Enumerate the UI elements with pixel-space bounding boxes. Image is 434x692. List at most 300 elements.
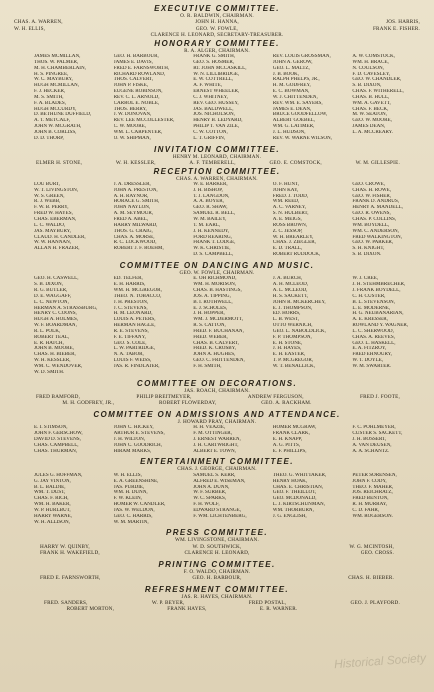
member-name: REV. LOUIS GROSSMAN, (272, 54, 331, 60)
member-name: W. S. GREEN, (34, 193, 65, 199)
refreshment-committee (0, 585, 434, 613)
member-name: HUGH A. HOLMES, (34, 317, 79, 323)
member-column (193, 276, 269, 375)
member-name: F. W. KLEIN, (113, 496, 142, 502)
member-name: THEO. G. WHITTAKER, (272, 472, 327, 478)
member-name: H. S. PINGREE, (34, 71, 69, 77)
member-name: RALPH PHELPS, JR., (272, 77, 320, 83)
member-name: C. D. FAHR, (352, 507, 380, 513)
member-name: JOHN KAY, (272, 187, 299, 193)
member-name: JOHN P. FISKE, (113, 83, 149, 89)
member-name: H. H. VEAZIE, (193, 425, 226, 431)
member-name: JAS. BALDWELL, (193, 106, 234, 112)
section-heading: PRESS COMMITTEE. (166, 528, 268, 538)
member-column (114, 276, 190, 375)
member-name: W. T. DOYLE, (352, 358, 383, 364)
member-row (0, 550, 434, 556)
member-name: O. F. HUNT, (272, 181, 300, 187)
member-name: S. B. DIXON, (34, 282, 64, 288)
section-heading: RECEPTION COMMITTEE. (153, 166, 281, 176)
member-name: E. OH RICHMOND, (193, 276, 237, 282)
member-name: L. C. SHERWOOD, (352, 328, 394, 334)
member-name: GEO. W. MOORE, (352, 118, 392, 124)
member-name: ROBERT RUDDOCK, (272, 252, 321, 258)
member-name: FRED A. ABEL, (113, 216, 149, 222)
member-name: E. R. WARNER. (259, 606, 298, 613)
member-name: A. H. RAYNOR, (113, 193, 149, 199)
member-name: W. H. KESSLER, (115, 160, 156, 167)
member-column (34, 276, 110, 375)
member-name: JOS. HARRIS, (386, 19, 420, 26)
member-name: GEO. A. RACKHAM. (261, 400, 312, 407)
member-name: GEO. S. HOSMER, (193, 59, 235, 65)
member-name: R. S. CATTON, (193, 323, 226, 329)
chairman-line: R. A. ALGER, CHAIRMAN. (184, 47, 250, 54)
member-name: PHILIP BREITMEYER, (136, 394, 192, 401)
member-name: HENRY HOAK, (272, 478, 308, 484)
member-columns (0, 276, 434, 375)
member-name: JOS. NICHOLSON, (193, 112, 235, 118)
member-name: C. W. MOORE, (113, 124, 147, 130)
member-name: FRANK E. FISHER. (372, 25, 420, 32)
member-name: GEO. L. MALTZ, (272, 65, 310, 71)
member-name: WM. G. LATIMER, (272, 124, 315, 130)
member-name: GEO. E. COMSTOCK, (269, 160, 322, 167)
member-name: CHAS. P. COLLINS, (352, 216, 397, 222)
secretary-line: CLARENCE H. LEONARD, SECRETARY-TREASURER. (150, 32, 284, 39)
member-name: GEO. CROSS. (360, 550, 394, 557)
member-name: A. T. METCALF, (34, 118, 71, 124)
member-name: J. L. HUDSON, (272, 130, 306, 135)
member-name: PETER SORENSEN, (352, 472, 397, 478)
member-name: J. A. BURCH, (272, 276, 303, 282)
member-name: L. B. WEST, (272, 317, 300, 323)
member-name: G. JAY VINTON, (34, 478, 71, 484)
member-name: E. H. EASTER, (272, 352, 306, 358)
member-name: ERNEST WHEELER, (193, 89, 240, 95)
member-name: W. F. SURBER, (193, 490, 227, 496)
member-name: ALBERT GOEBEL, (272, 118, 315, 124)
member-name: HENRY C. COONS, (34, 311, 77, 317)
member-name: L. C. WALDO, (34, 222, 66, 228)
member-name: R. C. LOCKWOOD, (113, 240, 157, 246)
member-columns (0, 182, 434, 258)
member-name: R. E. STEVENS, (113, 328, 149, 334)
member-name: W. D. SMITH. (34, 369, 65, 375)
member-name: WM. THORBURN, (272, 507, 314, 513)
member-name: HORACE G. SMITH, (113, 199, 160, 205)
member-name: A. L. MCLEOD, (272, 287, 308, 293)
member-name: JOHN R. MCKERCHEY, (272, 299, 326, 305)
member-name: F. C. POHLMEYER, (352, 425, 396, 431)
member-column (352, 425, 428, 454)
member-name: J. H. BOSSERT, (352, 436, 387, 442)
member-name: HERMAN HAGLE, (113, 323, 156, 329)
member-name: J. H. CARTWRIGHT, (193, 442, 239, 448)
member-columns (0, 425, 434, 454)
member-name: GEO. H. BARBOUR, (113, 54, 159, 60)
member-name: E. R. HATCH, (34, 340, 64, 346)
member-name: E. H. HARRIS, (113, 282, 146, 288)
member-name: LOUIS F. WEISS, (113, 358, 152, 364)
member-name: W. T. BENALLICK, (272, 363, 316, 369)
member-name: W. M. SWARTER. (352, 363, 392, 369)
member-name: REV. WM. E. SAYERS, (272, 100, 323, 106)
member-name: E. J. THOMPSON, (272, 305, 313, 311)
member-name: W. C. MAYBURY, (34, 77, 73, 83)
member-name: HERMAN A. STRASSBURG, (34, 305, 98, 311)
member-name: GEO. H. BARBOUR, (192, 575, 242, 582)
member-name: FRED WALKINGTON, (352, 234, 403, 240)
member-name: A. VAN DEUSEN, (352, 442, 392, 448)
member-name: F. H. SMITH, (193, 363, 222, 369)
member-name: HUGH MCMILLAN, (34, 83, 79, 89)
member-name: C. W. COTTON, (193, 130, 228, 135)
member-name: J. H. BISHOP, (193, 187, 223, 193)
admissions-committee (0, 410, 434, 455)
member-column (193, 54, 269, 142)
member-name: F. H. WOLF, (193, 502, 220, 508)
chairman-line: JAS. R. HAYES, CHAIRMAN. (181, 593, 253, 600)
executive-committee (0, 0, 434, 39)
member-name: CHAS. H. ROWE, (352, 187, 392, 193)
member-name: ANDREW FERGUSON, (247, 394, 304, 401)
member-name: RICHARD ROWLAND, (113, 71, 166, 77)
member-name: BRUCE GOODFELLOW, (272, 112, 328, 118)
member-name: WM. H. MCGREGOR, (113, 287, 162, 293)
member-name: JAS. R. FINDLATER, (113, 363, 160, 369)
member-name: CHAS. A. WARREN, (14, 19, 63, 26)
decorations-committee (0, 379, 434, 407)
member-column (352, 182, 428, 258)
member-name: JAMES MCMILLAN, (34, 54, 81, 60)
member-name: JOHN H. HANNA, (195, 19, 239, 26)
member-name: WM. J. MCDERMOTT, (193, 317, 244, 323)
member-name: FRED EHNOURY, (352, 352, 392, 358)
member-name: CHAS. B. HULL, (352, 94, 390, 100)
member-name: C. J. WHITNEY, (193, 94, 228, 100)
member-name: GEO. L. NABOLDLICK, (272, 328, 326, 334)
member-name: RT. JOHN MCCASKILL, (193, 65, 247, 71)
member-name: REV. C. L. ARNOLD, (113, 94, 160, 100)
member-name: E. W. COTTRELL, (193, 77, 233, 83)
member-name: B. L. STEVENSON, (352, 299, 395, 305)
section-heading: COMMITTEE ON ADMISSIONS AND ATTENDANCE. (93, 409, 341, 419)
chairman-line: CHAS. A. WARREN, CHAIRMAN. (176, 175, 258, 182)
member-name: M. H. GODFREY, JR., (62, 400, 115, 407)
member-name: CLARENCE H. LEONARD, (184, 550, 250, 557)
member-name: ALFRED E. WISEMAN, (193, 478, 246, 484)
member-name: FRED. SANDERS, (44, 599, 88, 606)
dancing-music-committee (0, 261, 434, 376)
member-name: L. A. MCCREARY. (352, 130, 393, 135)
member-name: JOHN C. HICKEY, (113, 425, 154, 431)
member-name: W. D. SOUTHWICK, (192, 543, 242, 550)
member-name: FRANK T. LODGE, (193, 240, 236, 246)
member-name: W. J. CREE, (352, 276, 379, 282)
member-name: E. J. SCHOLES, (193, 305, 228, 311)
member-name: JAMES E. DEAN, (272, 106, 312, 112)
member-name: T. J. LANGDON, (193, 193, 230, 199)
member-name: GEO. C. HARRIS, (113, 513, 153, 519)
member-name: FRANK HAYES, (167, 606, 207, 613)
member-name: E. D. TRALL, (272, 246, 303, 252)
member-name: FRED BENTON, (352, 496, 389, 502)
member-name: JULES G. HOFFMAN, (34, 472, 83, 478)
member-name: WM. H. BRACE, (352, 59, 389, 65)
member-column (34, 425, 110, 454)
member-name: HARRY WARNE, (34, 513, 72, 519)
section-heading: PRINTING COMMITTEE. (158, 559, 276, 569)
member-name: J. W. DONOVAN, (113, 112, 152, 118)
member-name: JAMES DEAN, (352, 124, 386, 130)
member-name: WM. ROGERSON. (352, 513, 394, 519)
member-name: F. E. TIFFANY, (113, 334, 146, 340)
member-name: GEO. W. CHANDLER, (352, 77, 402, 83)
member-column (273, 425, 349, 454)
member-name: WM. REED, (272, 199, 300, 205)
member-name: F. M. OTTINGER, (193, 431, 232, 437)
member-name: H. M. LEONARD, (113, 311, 153, 317)
member-name: GEO. S. COLE, (113, 340, 147, 346)
member-name: FRANK H. WAKEFIELD, (40, 550, 100, 557)
member-name: W. E. BARKER, (193, 181, 228, 187)
member-name: J. A. DRESSLER, (113, 181, 151, 187)
member-column (352, 473, 428, 526)
member-name: B. I. ROTHWELL, (193, 299, 233, 305)
member-name: R. L. POLK, (34, 328, 61, 334)
member-column (114, 425, 190, 454)
member-name: ROWLAND Y. WAGNER, (352, 323, 409, 329)
member-name: WM. C. WENDOVER, (34, 363, 83, 369)
member-name: A. A. BOYER, (193, 199, 224, 205)
member-name: W. G. MCINTOSH, (349, 543, 394, 550)
member-name: J. FRANK BOYDELL, (352, 287, 401, 293)
member-name: L. J. KIRTSCHUNMAN, (272, 502, 325, 508)
member-name: A. F. WHITE, (193, 83, 222, 89)
member-name: THOS. W. PALMER, (34, 59, 79, 65)
member-name: CHAS. A. MORSE, (113, 234, 155, 240)
member-name: A. M. SEYMOUR, (113, 211, 154, 217)
member-name: W. H. KESSLER, (34, 358, 71, 364)
member-name: EDWARD STRANGE, (193, 507, 242, 513)
member-name: JOHN F. CODY, (352, 478, 387, 484)
member-name: L. C. NEWTON, (34, 299, 69, 305)
member-name: CUSTER S. SACKETT, (352, 431, 403, 437)
member-name: CHAS. EBERMAN, (34, 216, 77, 222)
member-name: CHAS. B. CALVERT, (193, 340, 239, 346)
member-column (352, 276, 428, 375)
member-name: D. E. WAGGAFF, (34, 293, 72, 299)
member-name: E. F. PHILLIPS, (272, 448, 307, 454)
member-name: H. S. SACKETT, (272, 293, 309, 299)
member-name: FRED POSTAL, (248, 599, 287, 606)
member-name: N. COULSON, (352, 65, 384, 71)
member-name: GEO. L. HASKELL, (352, 340, 396, 346)
member-name: J. G. ENGLISH, (272, 513, 307, 519)
member-name: M. S. SMITH, (34, 94, 64, 100)
member-column (193, 182, 269, 258)
member-name: CHAS. J. ZIEGLER, (272, 240, 316, 246)
member-name: FRED W. HAYES, (34, 211, 73, 217)
reception-committee (0, 167, 434, 258)
member-name: THEO. F. MAHER, (352, 484, 394, 490)
member-name: THOS. CALVERT, (113, 77, 154, 83)
member-name: ELMER H. STONE, (36, 160, 83, 167)
member-name: FRED E. FARNSWORTH, (113, 65, 170, 71)
member-name: JAS. W. WELDON, (113, 507, 155, 513)
member-name: W. P. BEYER, (151, 599, 185, 606)
member-name: JOHN A. PRESTON, (113, 187, 158, 193)
member-name: GEO. W. FOWLE, (195, 25, 239, 32)
member-name: FRED. J. TODD, (272, 193, 309, 199)
member-name: B. L. BALDIE, (34, 484, 66, 490)
member-name: J. C. STEVENS, (113, 305, 148, 311)
member-name: ROBERT J. F. ROEHM, (113, 246, 164, 252)
chairman-line: JAS. ROACH, CHAIRMAN. (184, 387, 250, 394)
member-column (273, 276, 349, 375)
member-name: HIRAM MARKS, (113, 448, 152, 454)
member-name: CHAS. A. REEVES, (352, 334, 395, 340)
member-name: FRED BAMFORD, (36, 394, 81, 401)
chairman-line: F. O. WALDO, CHAIRMAN. (183, 568, 251, 575)
member-name: FRED. F. BUCHANAN, (193, 328, 244, 334)
member-name: W. F. BOARDMAN, (34, 323, 77, 329)
chairman-line: HENRY M. LEONARD, CHAIRMAN. (172, 153, 262, 160)
member-name: W. T. LIVINGSTON, (34, 187, 79, 193)
member-name: J. H. STEHMBRECHER, (352, 282, 406, 288)
member-name: S. H. KNIGHT, (352, 246, 385, 252)
chairman-line: J. HOWARD PRAY, CHAIRMAN. (177, 418, 257, 425)
chairman-line: O. R. BALDWIN, CHAIRMAN. (180, 13, 254, 19)
member-name: W. M. MARTIN, (113, 519, 149, 525)
member-name: JOHN A. DUNN, (193, 484, 230, 490)
member-name: JAMES E. DAVIS, (113, 59, 153, 65)
member-name: A. A. SCHANTZ. (352, 448, 390, 454)
member-row (0, 606, 434, 612)
member-name: WM. L. CARPENTER, (113, 130, 163, 135)
member-name: DAVID D. STEVENS, (34, 436, 81, 442)
member-name: W. J. CHITTENDEN, (272, 94, 318, 100)
member-name: N. A. TABOR, (113, 352, 144, 358)
member-name: JOHN NAYLON, (113, 205, 151, 211)
member-name: HUGH MCCURDY, (34, 106, 77, 112)
member-name: GEO. R. SHAW, (193, 205, 228, 211)
chairman-line: WM. LIVINGSTONE, CHAIRMAN. (175, 537, 259, 544)
member-name: S. B. DIXON. (352, 252, 382, 258)
member-name: W. M. GILLESPIE. (355, 160, 400, 167)
member-column (193, 473, 269, 526)
section-heading: INVITATION COMMITTEE. (154, 144, 280, 154)
member-name: H. G. NEUBANARIAN, (352, 311, 404, 317)
member-name: WM. H. MORISON, (193, 282, 237, 288)
member-name: CHAS. F. BECK, (352, 106, 389, 112)
member-column (114, 182, 190, 258)
member-name: W. H. ELLIS, (14, 25, 46, 32)
member-name: THOS. G. CRAIG, (113, 228, 153, 234)
member-name: J. B. BOOK, (272, 71, 299, 77)
member-name: FRANK CLARK, (272, 431, 310, 437)
member-name: JOHN C. GOODRICH, (113, 442, 162, 448)
member-name: WM. H. BAKER, (34, 502, 71, 508)
member-name: H. M. GODFREY, (272, 83, 311, 89)
member-name: FRED E. FARNSWORTH, (40, 575, 101, 582)
member-name: D. D. THORP, (34, 135, 64, 141)
member-name: FRANK D. ANDRUS, (352, 199, 400, 205)
member-name: W. K. CHRISTIE, (193, 246, 231, 252)
member-name: ED. TELFER, (113, 276, 143, 282)
section-heading: ENTERTAINMENT COMMITTEE. (140, 457, 294, 467)
member-name: W. W. HANNAN, (34, 240, 72, 246)
member-name: F. W. B. PERRY, (34, 205, 69, 211)
member-name: HOMER MCGRAW, (272, 425, 317, 431)
member-name: R. G. BUTLER, (34, 287, 68, 293)
member-name: GEO. MCDONALD, (272, 496, 317, 502)
printing-committee (0, 560, 434, 582)
member-name: S. B. DIXON, (352, 83, 382, 89)
invitation-committee (0, 145, 434, 167)
member-name: WM. BOYDELL, (352, 222, 390, 228)
member-name: CHAS. F. RICH, (34, 496, 69, 502)
honorary-committee (0, 39, 434, 142)
section-heading: EXECUTIVE COMMITTEE. (154, 4, 280, 13)
section-heading: COMMITTEE ON DANCING AND MUSIC. (119, 260, 315, 270)
member-row (0, 575, 434, 581)
member-name: W. H. ELLIS, (113, 472, 142, 478)
press-committee (0, 528, 434, 556)
member-name: CHAS. CAMPBELL, (34, 442, 79, 448)
member-row (0, 160, 434, 166)
member-name: J. H. PRESTON, (113, 299, 149, 305)
member-name: A. C. VARNEY, (272, 205, 307, 211)
member-name: M. H. CHAMBERLAIN, (34, 65, 86, 71)
section-heading: COMMITTEE ON DECORATIONS. (136, 378, 298, 388)
member-name: L. W. PARTRIDGE, (113, 346, 156, 352)
member-name: JOS. A. TIPPING, (193, 293, 231, 299)
member-name: ED. HORRS, (272, 311, 301, 317)
member-name: M. W. SEATON, (352, 112, 387, 118)
member-column (34, 473, 110, 526)
member-name: JAS. PURDIE, (113, 484, 145, 490)
member-name: S. N. HULBERT, (272, 211, 309, 217)
member-name: JOHN B. CORLISS, (34, 130, 77, 135)
chairman-line: GEO. W. FOWLE, CHAIRMAN. (179, 269, 255, 276)
member-name: FRANK G. SMITH, (193, 54, 236, 60)
member-name: EUGENE ROBINSON, (113, 89, 163, 95)
member-name: J. H. KENNEDY, (193, 228, 230, 234)
member-name: A. F. TEMBERELL, (189, 160, 236, 167)
member-name: ROSS BROWN, (272, 222, 308, 228)
member-column (193, 425, 269, 454)
member-column (34, 182, 110, 258)
member-name: ROBERT FLOWERDAY, (159, 400, 217, 407)
member-name: REV. LEE MCCOLLESTER, (113, 118, 175, 124)
member-name: JAS. MAYBURY, (34, 228, 71, 234)
member-name: FRED J. FOOTE, (359, 394, 400, 401)
member-name: A. E. MEIGS, (272, 216, 302, 222)
member-name: A. E. KRESSER, (352, 317, 388, 323)
member-column (114, 54, 190, 142)
member-name: WM. A. GAVETT, (352, 100, 391, 106)
member-name: D. BETHUNE DUFFIELD, (34, 112, 92, 118)
member-name: HARRY MILWARD, (113, 222, 158, 228)
member-name: GEO. J. PLAYFORD. (350, 599, 400, 606)
member-name: T. P. MCGREGOR, (272, 358, 314, 364)
member-name: Z. C. JESSOP, (272, 228, 303, 234)
member-name: D. S. CAMPBELL, (193, 252, 234, 258)
member-name: CHAS. H. BIEBER, (34, 352, 76, 358)
member-name: HOMER W. CANDLER, (113, 502, 166, 508)
